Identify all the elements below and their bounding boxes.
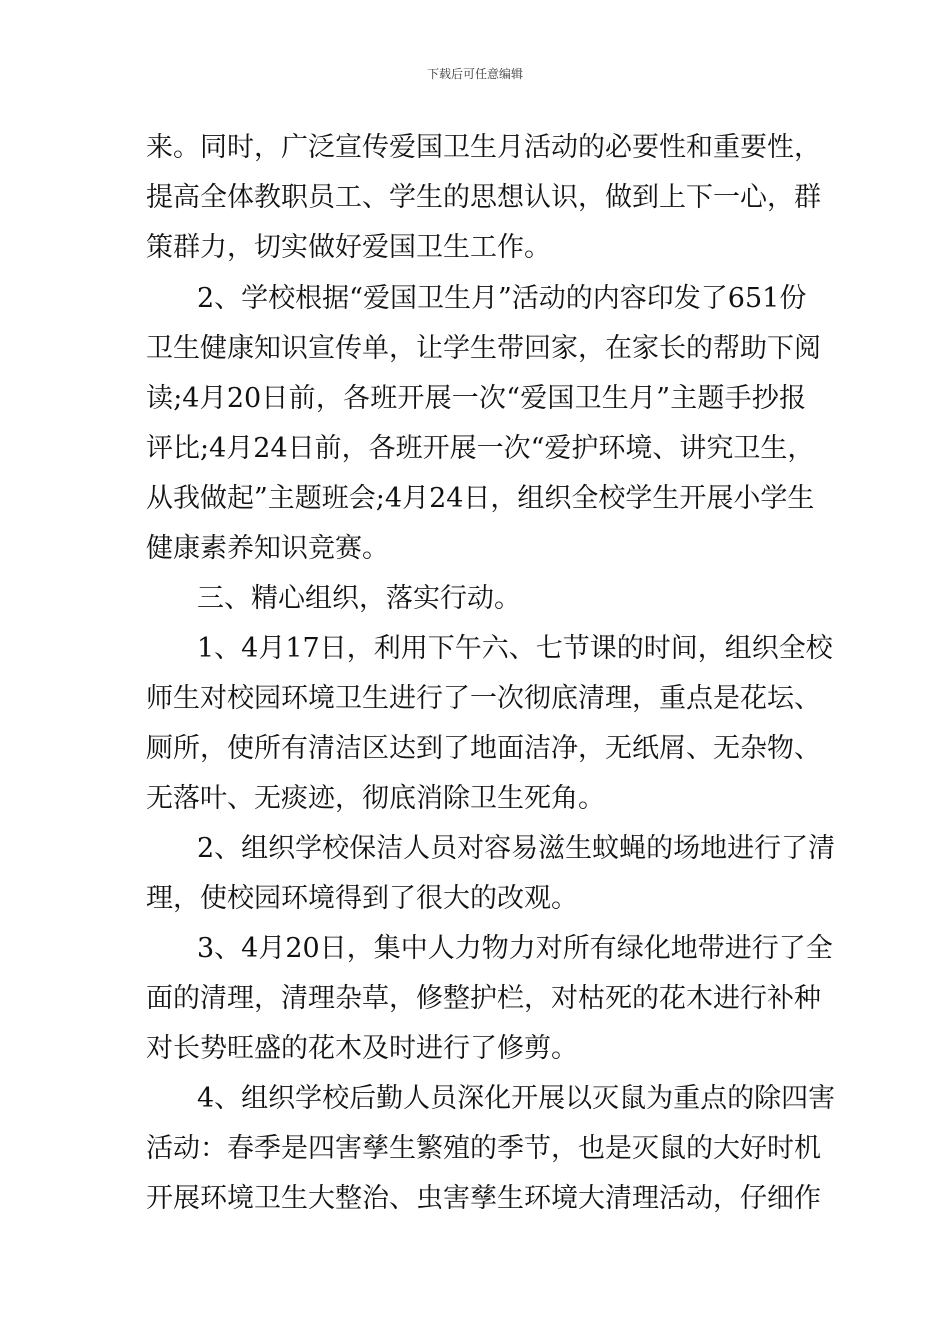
text-line: 面的清理，清理杂草，修整护栏，对枯死的花木进行补种 — [146, 983, 821, 1014]
text-line: 健康素养知识竞赛。 — [146, 533, 389, 564]
text-line: 卫生健康知识宣传单，让学生带回家，在家长的帮助下阅 — [146, 333, 821, 364]
section-heading: 三、精心组织，落实行动。 — [197, 583, 521, 614]
text-line: 提高全体教职员工、学生的思想认识，做到上下一心，群 — [146, 182, 821, 213]
text-line: 理，使校园环境得到了很大的改观。 — [146, 883, 578, 914]
text-line: 来。同时，广泛宣传爱国卫生月活动的必要性和重要性， — [146, 132, 821, 163]
page-header: 下载后可任意编辑 — [426, 67, 523, 81]
text-line: 2、组织学校保洁人员对容易滋生蚊蝇的场地进行了清 — [197, 833, 836, 864]
text-line: 2、学校根据“爱国卫生月”活动的内容印发了651份 — [197, 283, 807, 314]
text-line: 1、4月17日，利用下午六、七节课的时间，组织全校 — [197, 633, 833, 664]
text-line: 开展环境卫生大整治、虫害孳生环境大清理活动，仔细作 — [146, 1183, 821, 1214]
text-line: 3、4月20日，集中人力物力对所有绿化地带进行了全 — [197, 933, 833, 964]
text-line: 厕所，使所有清洁区达到了地面洁净，无纸屑、无杂物、 — [146, 733, 821, 764]
text-line: 读;4月20日前，各班开展一次“爱国卫生月”主题手抄报 — [146, 383, 806, 414]
text-line: 策群力，切实做好爱国卫生工作。 — [146, 232, 551, 263]
text-line: 4、组织学校后勤人员深化开展以灭鼠为重点的除四害 — [197, 1083, 836, 1114]
text-line: 活动：春季是四害孳生繁殖的季节，也是灭鼠的大好时机 — [146, 1133, 821, 1164]
text-line: 师生对校园环境卫生进行了一次彻底清理，重点是花坛、 — [146, 683, 821, 714]
text-line: 对长势旺盛的花木及时进行了修剪。 — [146, 1033, 578, 1064]
text-line: 评比;4月24日前，各班开展一次“爱护环境、讲究卫生， — [146, 433, 815, 464]
text-line: 从我做起”主题班会;4月24日，组织全校学生开展小学生 — [146, 483, 815, 514]
text-line: 无落叶、无痰迹，彻底消除卫生死角。 — [146, 783, 605, 814]
